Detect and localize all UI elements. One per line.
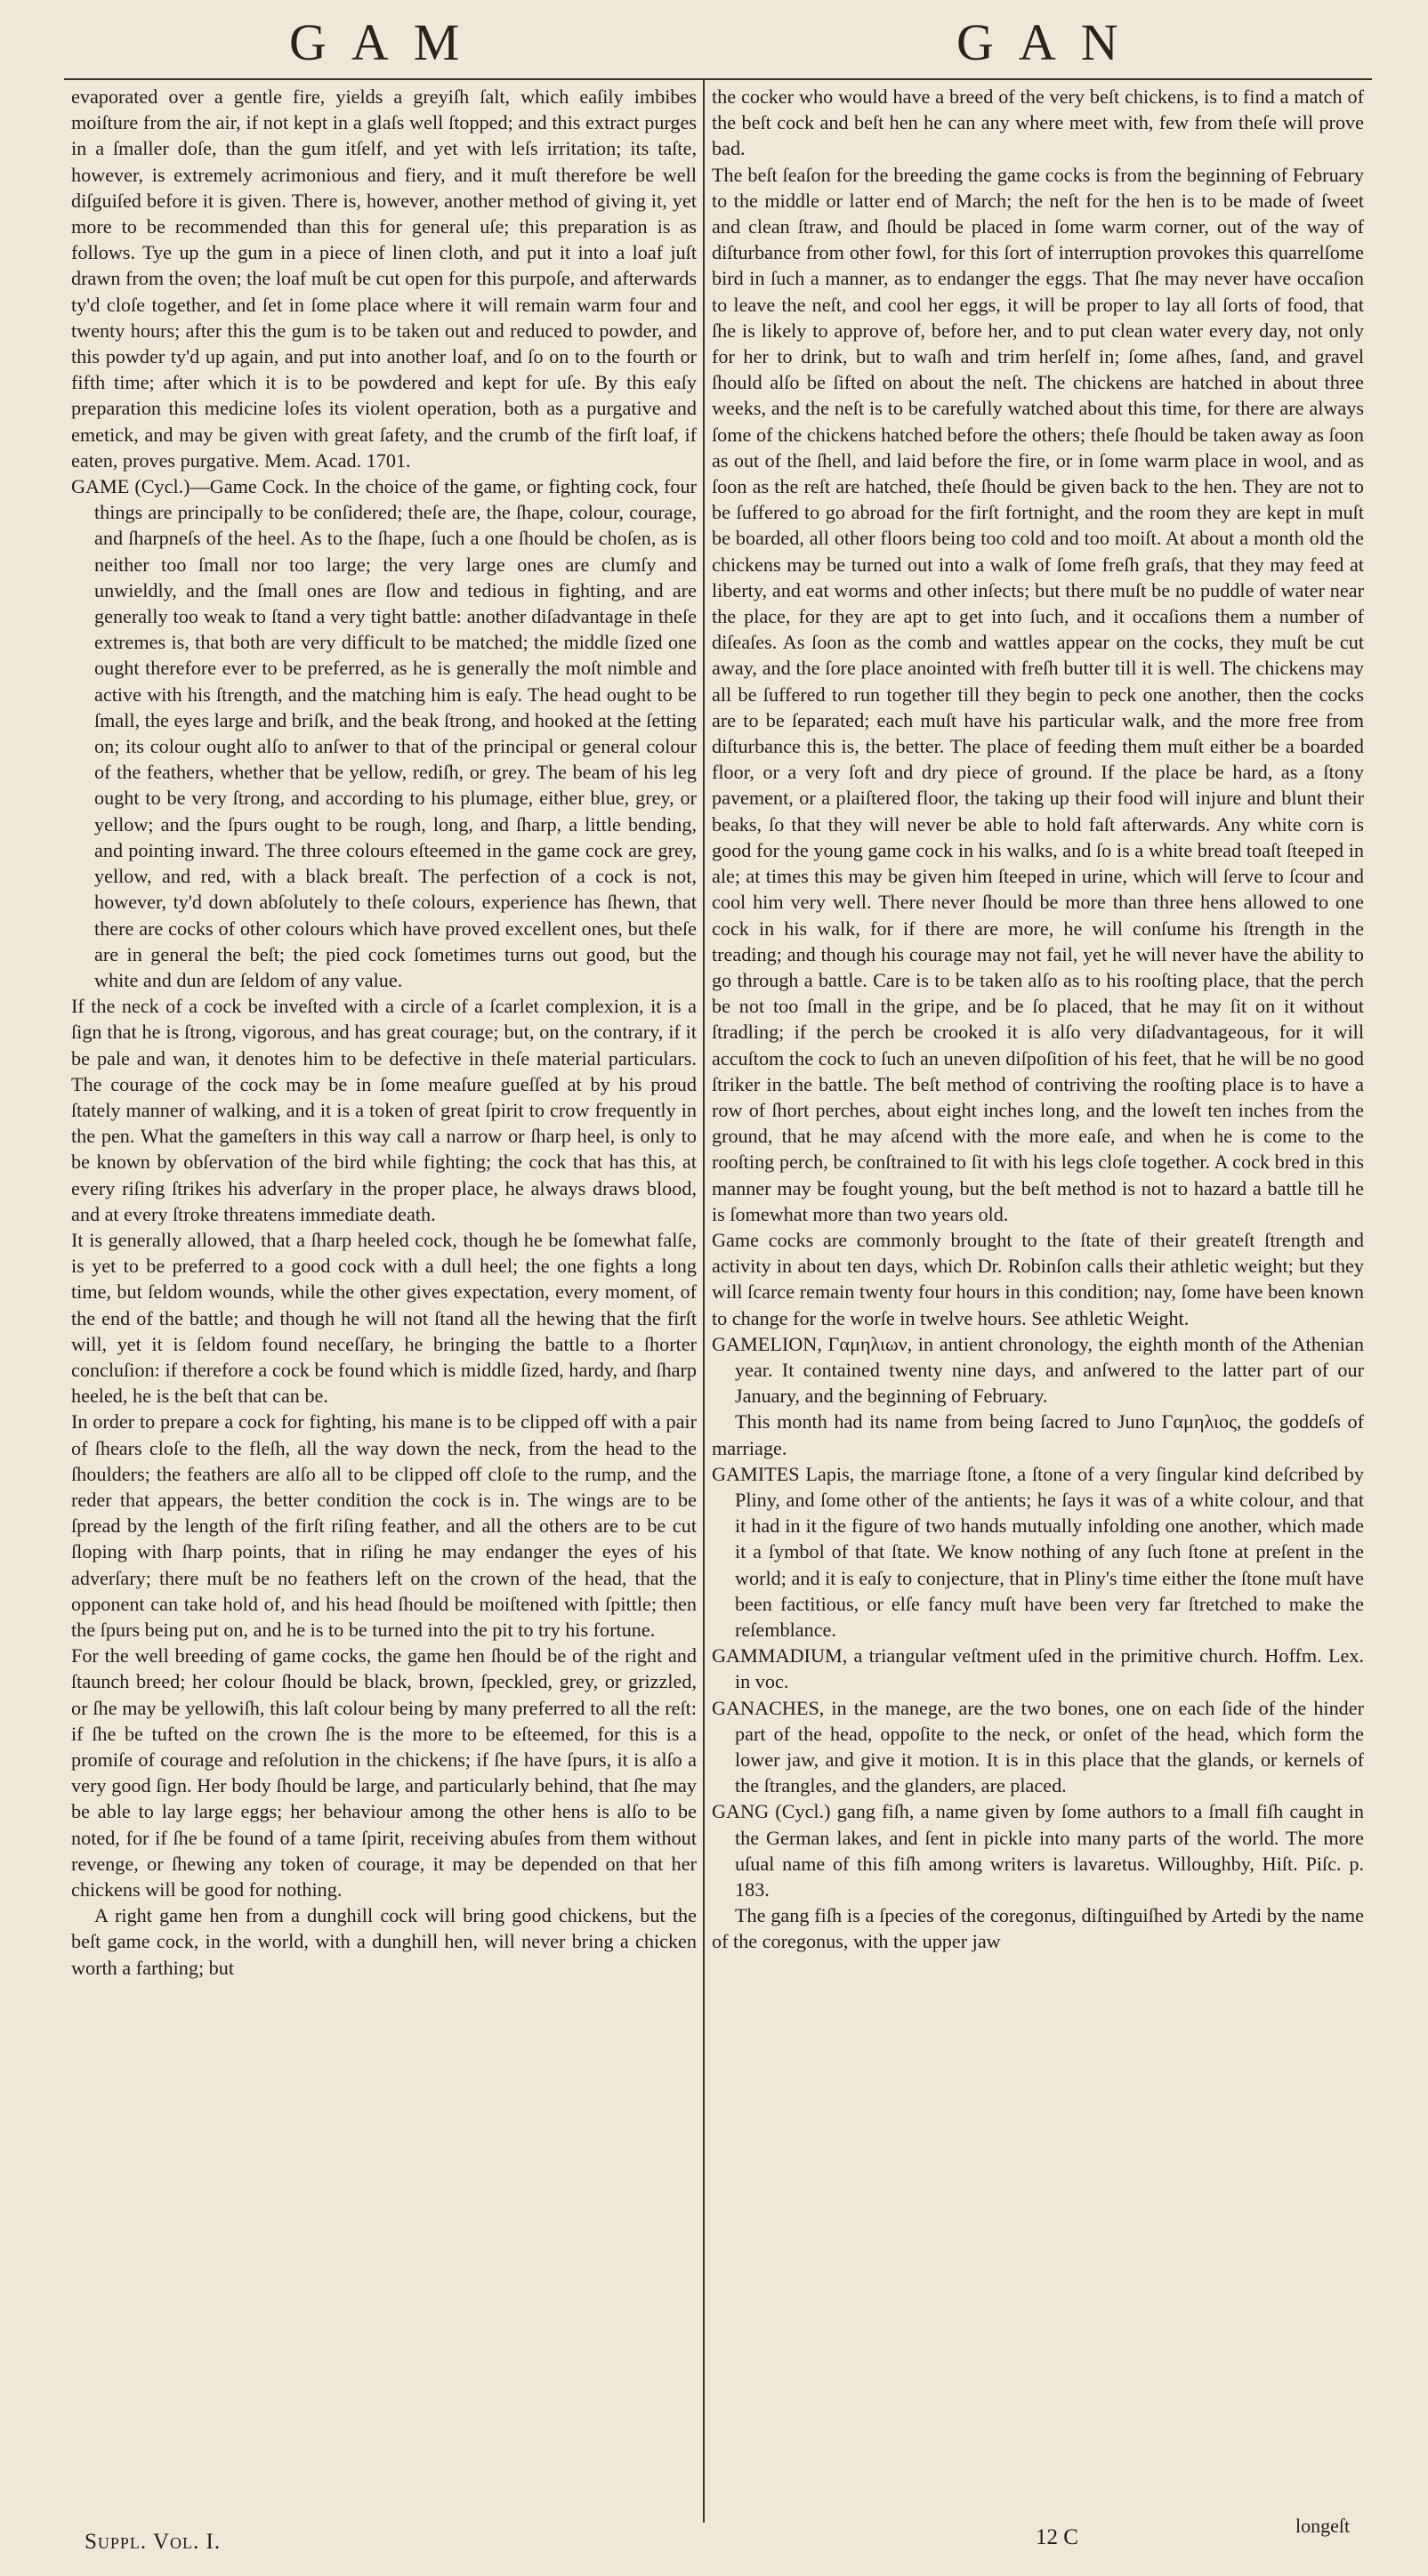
paragraph: Game cocks are commonly brought to the ſtate of their greateſt ſtrength and activity in about ten days, which Dr. Robinſon calls their athletic weight; but they will ſcarce remain twenty four hours in this condition; nay, ſome have been known to change for the worſe in twelve hours. See athletic Weight. <box>712 1228 1364 1329</box>
paragraph: evaporated over a gentle fire, yields a greyiſh ſalt, which eaſily imbibes moiſture from the air, if not kept in a glaſs well ſtopped; and this extract purges in a ſmaller doſe, than the gum itſelf, and yet with leſs irritation; its taſte, however, is extremely acrimonious and fiery, and it muſt therefore be well diſguiſed before it is given. There is, however, another method of giving it, yet more to be recommended than this for general uſe; this preparation is as follows. Tye up the gum in a piece of linen cloth, and put it into a loaf juſt drawn from the oven; the loaf muſt be cut open for this purpoſe, and afterwards ty'd cloſe together, and ſet in ſome place where it will remain warm four and twenty hours; after this the gum is to be taken out and reduced to powder, and this powder ty'd up again, and put into another loaf, and ſo on to the fourth or fifth time; after which it is to be powdered and kept for uſe. By this eaſy preparation this medicine loſes its violent operation, both as a purgative and emetick, and may be given with great ſafety, and the crumb of the firſt loaf, if eaten, proves purgative. Mem. Acad. 1701. <box>71 85 698 472</box>
paragraph: For the well breeding of game cocks, the game hen ſhould be of the right and ſtaunch breed; her colour ſhould be black, brown, ſpeckled, grey, or grizzled, or ſhe may be yellowiſh, this laſt colour being by many preferred to all the reſt: if ſhe be tufted on the crown ſhe is the more to be eſteemed, for this is a promiſe of courage and reſolution in the chickens; if ſhe have ſpurs, it is alſo a very good ſign. Her body ſhould be large, and particularly behind, that ſhe may be able to lay large eggs; her behaviour among the other hens is alſo to be noted, for if ſhe be found of a tame ſpirit, receiving abuſes from them without revenge, or ſhewing any token of courage, it may be depended on that her chickens will be good for nothing. <box>71 1644 697 1902</box>
paragraph: This month had its name from being ſacred to Juno Γαμηλιος, the goddeſs of marriage. <box>712 1410 1364 1459</box>
paragraph: the cocker who would have a breed of the very beſt chickens, is to find a match of the beſt cock and beſt hen he can any where meet with, few from theſe will prove bad. <box>712 85 1364 160</box>
paragraph: The gang fiſh is a ſpecies of the coregonus, diſtinguiſhed by Artedi by the name of the coregonus, with the upper jaw <box>712 1904 1364 1953</box>
header-rule <box>64 78 1372 80</box>
paragraph: If the neck of a cock be inveſted with a circle of a ſcarlet complexion, it is a ſign that he is ſtrong, vigorous, and has great courage; but, on the contrary, if it be pale and wan, it denotes him to be defective in theſe material particulars. The courage of the cock may be in ſome meaſure gueſſed at by his proud ſtately manner of walking, and it is a token of great ſpirit to crow frequently in the pen. What the gameſters in this way call a narrow or ſharp heel, is only to be known by obſervation of the bird while fighting; the cock that has this, at every riſing ſtrikes his adverſary in the proper place, he always draws blood, and at every ſtroke threatens immediate death. <box>71 995 697 1225</box>
right-column <box>712 84 1364 1955</box>
entry-gang: GANG (Cycl.) gang fiſh, a name given by ſome authors to a ſmall fiſh caught in the German lakes, and ſent in pickle into many parts of the world. The more uſual name of this fiſh among writers is lavaretus. Willoughby, Hiſt. Piſc. p. 183. <box>712 1800 1364 1902</box>
paragraph: In order to prepare a cock for fighting, his mane is to be clipped off with a pair of ſhears cloſe to the fleſh, all the way down the neck, from the head to the ſhoulders; the feathers are alſo all to be clipped off cloſe to the rump, and the reder that appears, the better condition the cock is in. The wings are to be ſpread by the length of the firſt riſing feather, and all the others are to be cut ſloping with ſharp points, that in riſing he may endanger the eyes of his adverſary; there muſt be no feathers left on the crown of the head, that the opponent can take hold of, and his head ſhould be moiſtened with ſpittle; then the ſpurs being put on, and he is to be turned into the pit to try his fortune. <box>71 1410 697 1641</box>
signature-line: Suppl. Vol. I. <box>85 2530 222 2554</box>
column-divider <box>703 80 705 2523</box>
paragraph: A right game hen from a dunghill cock will bring good chickens, but the beſt game cock, in the world, with a dunghill hen, will never bring a chicken worth a farthing; but <box>71 1904 697 1979</box>
paragraph: It is generally allowed, that a ſharp heeled cock, though he be ſomewhat falſe, is yet to be preferred to a good cock with a dull heel; the one fights a long time, but ſeldom wounds, while the other gives expectation, every moment, of the end of the battle; and though he will not ſtand all the hewing that the firſt will, yet it is ſeldom found neceſſary, he bringing the battle to a ſhorter concluſion: if therefore a cock be found which is middle ſized, hardy, and ſharp heeled, he is the beſt that can be. <box>71 1228 697 1408</box>
entry-gamites: GAMITES Lapis, the marriage ſtone, a ſtone of a very ſingular kind deſcribed by Pliny, and ſome other of the antients; he ſays it was of a white colour, and that it had in it the figure of two hands mutually infolding one another, which made it a ſymbol of that ſtate. We know nothing of any ſuch ſtone at preſent in the world; and it is eaſy to conjecture, that in Pliny's time either the ſtone muſt have been factitious, or elſe fancy muſt have been very far ſtretched to make the reſemblance. <box>712 1462 1364 1641</box>
catchword: longeſt <box>1295 2515 1351 2537</box>
left-column <box>71 84 697 1981</box>
entry-gamelion: GAMELION, Γαμηλιων, in antient chronology, the eighth month of the Athenian year. It contained twenty nine days, and anſwered to the latter part of our January, and the beginning of February. <box>712 1332 1364 1408</box>
running-head-right: GAN <box>956 13 1143 71</box>
running-head-left: GAM <box>289 13 485 71</box>
paragraph: The beſt ſeaſon for the breeding the game cocks is from the beginning of February to the middle or latter end of March; the neſt for the hen is to be made of ſweet and clean ſtraw, and ſhould be placed in ſome warm corner, out of the way of diſturbance from other fowl, for this ſort of interruption provokes this quarrelſome bird in ſuch a manner, as to endanger the eggs. That ſhe may never have occaſion to leave the neſt, and cool her eggs, it will be proper to lay all ſorts of food, that ſhe is likely to approve of, before her, and to put clean water every day, not only for her to drink, but to waſh and trim herſelf in; ſome aſhes, ſand, and gravel ſhould alſo be ſifted on about the neſt. The chickens are hatched in about three weeks, and the neſt is to be carefully watched about this time, for there are always ſome of the chickens hatched before the others; theſe ſhould be taken away as ſoon as out of the ſhell, and laid before the fire, or in ſome warm place in wool, and as ſoon as the reſt are hatched, theſe ſhould be given back to the hen. They are not to be ſuffered to go abroad for the firſt fortnight, and the room they are kept in muſt be boarded, all other floors being too cold and too moiſt. At about a month old the chickens may be turned out into a walk of ſome freſh graſs, that they may feed at liberty, and eat worms and other inſects; but there muſt be no puddle of water near the place, for they are apt to get into ſuch, and it occaſions them a number of diſeaſes. As ſoon as the comb and wattles appear on the cocks, they muſt be cut away, and the ſore place anointed with freſh butter till it is well. The chickens may all be ſuffered to run together till they begin to peck one another, then the cocks are to be ſeparated; each muſt have his particular walk, and the more free from diſturbance this is, the better. The place of feeding them muſt either be a boarded floor, or a very ſoft and dry piece of ground. If the place be hard, as a ſtony pavement, or a plaiſtered floor, the taking up their food will injure and blunt their beaks, ſo that they will never be able to hold faſt afterwards. Any white corn is good for the young game cock in his walks, and ſo is a white bread toaſt ſteeped in ale; at times this may be given him ſteeped in urine, which will ſerve to ſcour and cool him very well. There never ſhould be more than three hens allowed to one cock in his walk, for if there are more, he will conſume his ſtrength in the treading; and though his courage may not fail, yet he will never have the ability to go through a battle. Care is to be taken alſo as to his rooſting place, that the perch be not too ſmall in the gripe, and be ſo placed, that he may ſit on it without ſtradling; if the perch be crooked it is alſo very diſadvantageous, for it will accuſtom the cock to ſuch an uneven diſpoſition of his feet, that he will be no good ſtriker in the battle. The beſt method of contriving the rooſting place is to have a row of ſhort perches, about eight inches long, and the loweſt ten inches from the ground, that he may aſcend with the more eaſe, and when he is come to the rooſting perch, be conſtrained to ſit with his legs cloſe together. A cock bred in this manner may be fought young, but the beſt method is not to hazard a battle till he is ſomewhat more than two years old. <box>712 163 1364 1225</box>
entry-game: GAME (Cycl.)—Game Cock. In the choice of the game, or fighting cock, four things are principally to be conſidered; theſe are, the ſhape, colour, courage, and ſharpneſs of the heel. As to the ſhape, ſuch a one ſhould be choſen, as is neither too ſmall nor too large; the very large ones are clumſy and unwieldly, and the ſmall ones are ſlow and tedious in fighting, and are generally too weak to ſtand a very tight battle: another diſadvantage in theſe extremes is, that both are very difficult to be matched; the middle ſized one ought therefore ever to be preferred, as he is generally the moſt nimble and active with his ſtrength, and the matching him is eaſy. The head ought to be ſmall, the eyes large and briſk, and the beak ſtrong, and hooked at the ſetting on; its colour ought alſo to anſwer to that of the principal or general colour of the feathers, whether that be yellow, rediſh, or grey. The beam of his leg ought to be very ſtrong, and according to his plumage, either blue, grey, or yellow; and the ſpurs ought to be rough, long, and ſharp, a little bending, and pointing inward. The three colours eſteemed in the game cock are grey, yellow, and red, with a black breaſt. The perfection of a cock is not, however, ty'd down abſolutely to theſe colours, experience has ſhewn, that there are cocks of other colours which have proved excellent ones, but theſe are in general the beſt; the pied cock ſometimes turns out good, but the white and dun are ſeldom of any value. <box>71 475 697 991</box>
entry-ganaches: GANACHES, in the manege, are the two bones, one on each ſide of the hinder part of the head, oppoſite to the neck, or onſet of the head, which form the lower jaw, and give it motion. It is in this place that the glands, or kernels of the ſtrangles, and the glanders, are placed. <box>712 1696 1364 1797</box>
signature-mark: 12 C <box>1036 2525 1078 2549</box>
entry-gammadium: GAMMADIUM, a triangular veſtment uſed in the primitive church. Hoffm. Lex. in voc. <box>712 1644 1364 1693</box>
